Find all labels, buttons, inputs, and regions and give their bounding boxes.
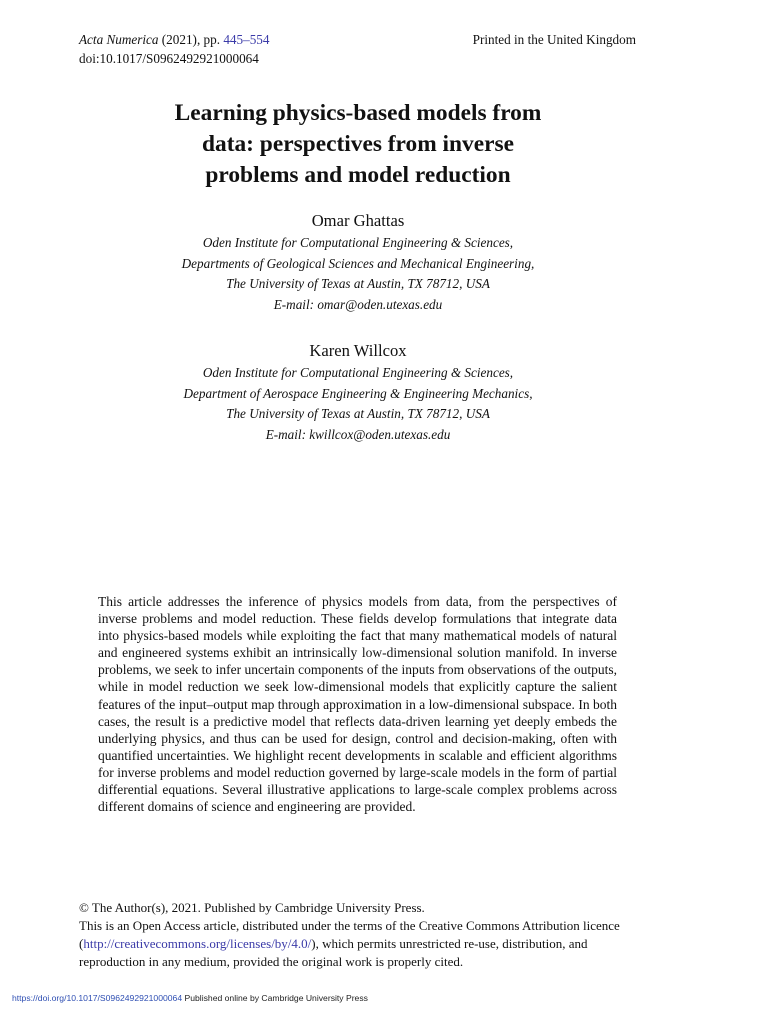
- title-line: data: perspectives from inverse: [201, 131, 515, 157]
- pages-link[interactable]: 445–554: [223, 32, 270, 47]
- author-email: E-mail: kwillcox@oden.utexas.edu: [265, 426, 451, 442]
- author-block: [0, 210, 716, 315]
- licence-text-post: ), which permits unrestricted re-use, distribution, and reproduction in any medium, provided the original work is properly cited.: [79, 936, 588, 969]
- copyright-line: © The Author(s), 2021. Published by Cambridge University Press.: [79, 900, 425, 915]
- paper-title: [0, 98, 716, 191]
- abstract: This article addresses the inference of physics models from data, from the perspectives of inverse problems and model reduction. These fields develop formulations that integrate data into physics-based models while exploiting the fact that many mathematical models of natural and engineered systems exhibit an intrinsically low-dimensional solution manifold. In inverse problems, we seek to infer uncertain components of the inputs from observations of the outputs, while in model reduction we seek low-dimensional models that explicitly capture the salient features of the input–output map through approximation in a low-dimensional subspace. In both cases, the result is a predictive model that reflects data-driven learning yet deeply embeds the underlying physics, and thus can be used for design, control and decision-making, often with quantified uncertainties. We highlight recent developments in scalable and efficient algorithms for inverse problems and model reduction governed by large-scale models in the form of partial differential equations. Several illustrative applications to large-scale complex problems across different domains of science and engineering are provided.: [98, 594, 617, 815]
- footer-doi-link[interactable]: https://doi.org/10.1017/S0962492921000064: [12, 993, 183, 1003]
- affiliation-line: Departments of Geological Sciences and Mechanical Engineering,: [181, 255, 535, 271]
- title-line: problems and model reduction: [205, 162, 511, 188]
- title-line: Learning physics-based models from: [174, 100, 542, 126]
- copyright-notice: [79, 899, 639, 971]
- licence-link[interactable]: http://creativecommons.org/licenses/by/4.0/: [83, 936, 312, 951]
- affiliation-line: The University of Texas at Austin, TX 78712, USA: [226, 276, 490, 291]
- affiliation-line: Oden Institute for Computational Engineering & Sciences,: [202, 235, 514, 250]
- journal-citation: [79, 31, 269, 49]
- author-email: E-mail: omar@oden.utexas.edu: [273, 296, 443, 312]
- author-name: Karen Willcox: [309, 341, 407, 360]
- journal-name: Acta Numerica: [79, 32, 159, 47]
- licence-text-pre: This is an Open Access article, distributed under the terms of the Creative Commons Attribution licence (: [79, 918, 620, 951]
- footer-published: Published online by Cambridge University Press: [184, 993, 368, 1003]
- page-footer: [12, 992, 368, 1004]
- pages-prefix: pp.: [203, 32, 221, 47]
- author-block: [0, 340, 716, 445]
- printed-note: Printed in the United Kingdom: [472, 32, 636, 47]
- affiliation-line: The University of Texas at Austin, TX 78712, USA: [226, 406, 490, 421]
- licence-text: [79, 917, 639, 971]
- doi: doi:10.1017/S0962492921000064: [79, 51, 259, 66]
- journal-year: (2021),: [161, 32, 201, 47]
- author-name: Omar Ghattas: [311, 211, 405, 230]
- affiliation-line: Department of Aerospace Engineering & Engineering Mechanics,: [183, 385, 533, 401]
- affiliation-line: Oden Institute for Computational Engineering & Sciences,: [202, 365, 514, 380]
